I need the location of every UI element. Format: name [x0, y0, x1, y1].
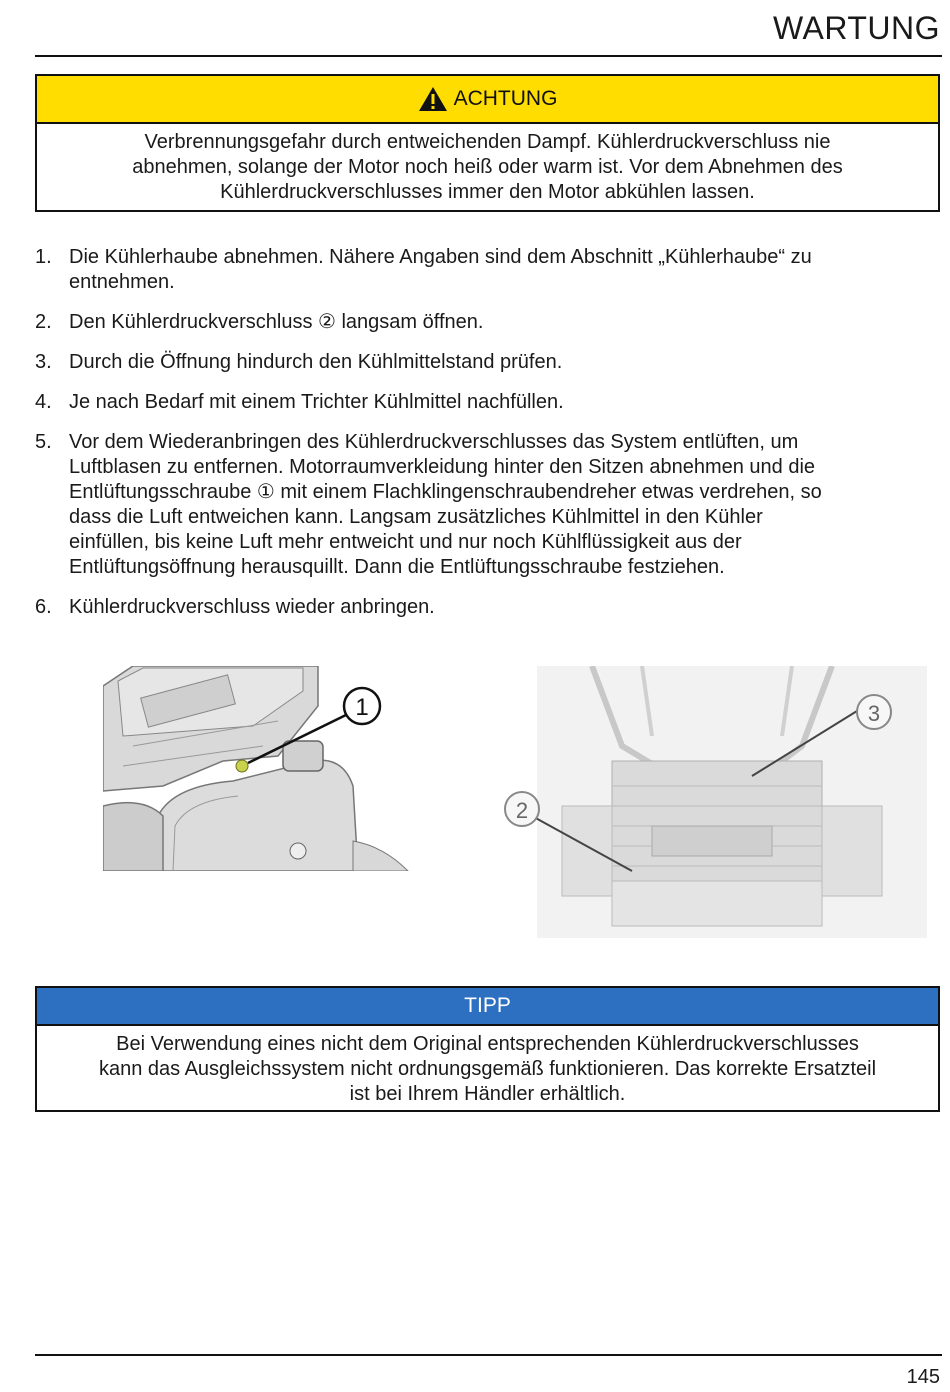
step-line: einfüllen, bis keine Luft mehr entweicht und nur noch Kühlflüssigkeit aus der [69, 531, 742, 553]
step-line: Den Kühlerdruckverschluss ② langsam öffnen. [69, 311, 484, 333]
section-title: WARTUNG [772, 10, 940, 46]
step-line: Entlüftungsöffnung herausquillt. Dann die Entlüftungsschraube festziehen. [69, 556, 725, 578]
header-rule [35, 55, 942, 57]
step-number: 1. [35, 246, 52, 268]
tip-line: Bei Verwendung eines nicht dem Original entsprechenden Kühlerdruckverschlusses [116, 1033, 859, 1055]
step-item [35, 245, 925, 295]
step-line: Durch die Öffnung hindurch den Kühlmittelstand prüfen. [69, 351, 563, 373]
radiator-illustration [502, 666, 927, 938]
warning-triangle-icon [418, 86, 448, 112]
step-number: 4. [35, 391, 52, 413]
callout-3-label: 3 [867, 701, 881, 726]
step-item [35, 595, 925, 620]
warning-text [37, 124, 938, 211]
footer-rule [35, 1354, 942, 1356]
tip-box [35, 986, 940, 1112]
tip-label: TIPP [464, 994, 511, 1017]
procedure-steps [35, 245, 925, 635]
step-item [35, 430, 925, 580]
step-line: Die Kühlerhaube abnehmen. Nähere Angaben sind dem Abschnitt „Kühlerhaube“ zu [69, 246, 812, 268]
step-line: dass die Luft entweichen kann. Langsam zusätzliches Kühlmittel in den Kühler [69, 506, 763, 528]
warning-line: abnehmen, solange der Motor noch heiß oder warm ist. Vor dem Abnehmen des [132, 156, 843, 178]
tip-text [37, 1026, 938, 1113]
step-line: Vor dem Wiederanbringen des Kühlerdruckverschlusses das System entlüften, um [69, 431, 799, 453]
step-number: 2. [35, 311, 52, 333]
bleed-screw-illustration [103, 666, 413, 871]
warning-line: Kühlerdruckverschlusses immer den Motor abkühlen lassen. [220, 181, 755, 203]
step-item [35, 310, 925, 335]
warning-label: ACHTUNG [453, 87, 558, 110]
callout-1-label: 1 [355, 694, 369, 721]
tip-line: kann das Ausgleichssystem nicht ordnungsgemäß funktionieren. Das korrekte Ersatzteil [98, 1058, 877, 1080]
step-item [35, 390, 925, 415]
step-line: Je nach Bedarf mit einem Trichter Kühlmittel nachfüllen. [69, 391, 564, 413]
tip-line: ist bei Ihrem Händler erhältlich. [349, 1083, 626, 1105]
tip-header [37, 988, 938, 1026]
step-item [35, 350, 925, 375]
step-number: 3. [35, 351, 52, 373]
warning-header [37, 76, 938, 124]
step-line: Luftblasen zu entfernen. Motorraumverkleidung hinter den Sitzen abnehmen und die [69, 456, 816, 478]
step-line: Entlüftungsschraube ① mit einem Flachklingenschraubendreher etwas verdrehen, so [69, 481, 822, 503]
step-line: entnehmen. [69, 271, 175, 293]
warning-box [35, 74, 940, 212]
warning-line: Verbrennungsgefahr durch entweichenden Dampf. Kühlerdruckverschluss nie [144, 131, 831, 153]
step-number: 5. [35, 431, 52, 453]
step-line: Kühlerdruckverschluss wieder anbringen. [69, 596, 435, 618]
page-number: 145 [906, 1366, 940, 1388]
callout-2-label: 2 [515, 798, 529, 823]
step-number: 6. [35, 596, 52, 618]
